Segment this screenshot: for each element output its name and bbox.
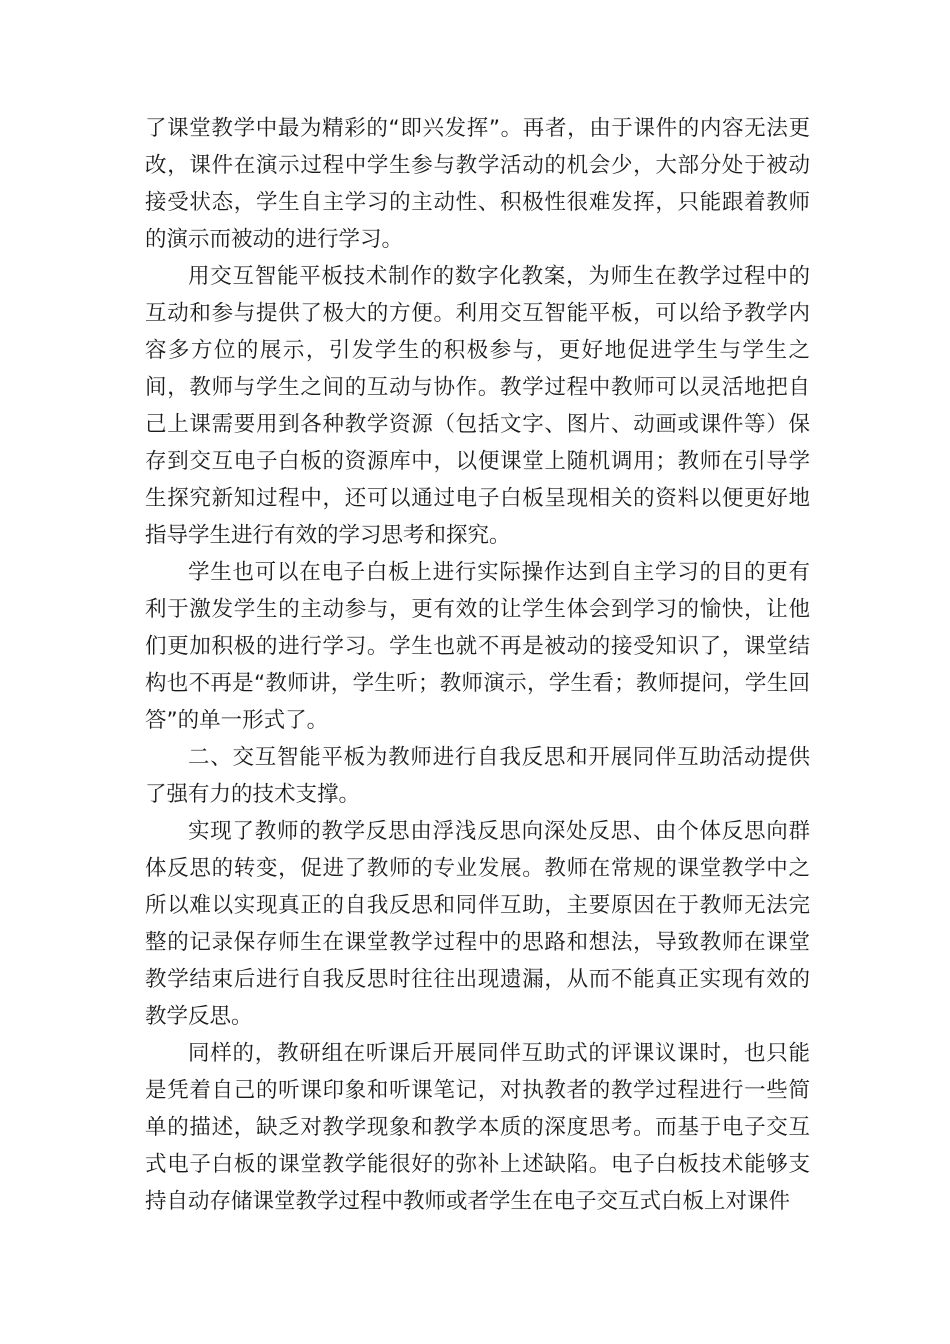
paragraph-5: 实现了教师的教学反思由浮浅反思向深处反思、由个体反思向群体反思的转变，促进了教师的专业发展。教师在常规的课堂教学中之所以难以实现真正的自我反思和同伴互助，主要原因在于教师无法完整的记录保存师生在课堂教学过程中的思路和想法，导致教师在课堂教学结束后进行自我反思时往往出现遗漏，从而不能真正实现有效的教学反思。 bbox=[145, 819, 810, 1029]
paragraph-2: 用交互智能平板技术制作的数字化教案，为师生在教学过程中的互动和参与提供了极大的方便。利用交互智能平板，可以给予教学内容多方位的展示，引发学生的积极参与，更好地促进学生与学生之间，教师与学生之间的互动与协作。教学过程中教师可以灵活地把自己上课需要用到各种教学资源（包括文字、图片、动画或课件等）保存到交互电子白板的资源库中，以便课堂上随机调用；教师在引导学生探究新知过程中，还可以通过电子白板呈现相关的资料以便更好地指导学生进行有效的学习思考和探究。 bbox=[145, 264, 810, 548]
paragraph-4: 二、交互智能平板为教师进行自我反思和开展同伴互助活动提供了强有力的技术支撑。 bbox=[145, 745, 810, 807]
body-text bbox=[145, 110, 810, 1220]
paragraph-3: 学生也可以在电子白板上进行实际操作达到自主学习的目的更有利于激发学生的主动参与，更有效的让学生体会到学习的愉快，让他们更加积极的进行学习。学生也就不再是被动的接受知识了，课堂结构也不再是“教师讲，学生听；教师演示，学生看；教师提问，学生回答”的单一形式了。 bbox=[145, 560, 810, 733]
paragraph-6: 同样的，教研组在听课后开展同伴互助式的评课议课时，也只能是凭着自己的听课印象和听课笔记，对执教者的教学过程进行一些简单的描述，缺乏对教学现象和教学本质的深度思考。而基于电子交互式电子白板的课堂教学能很好的弥补上述缺陷。电子白板技术能够支持自动存储课堂教学过程中教师或者学生在电子交互式白板上对课件 bbox=[145, 1041, 810, 1214]
paragraph-1: 了课堂教学中最为精彩的“即兴发挥”。再者，由于课件的内容无法更改，课件在演示过程中学生参与教学活动的机会少，大部分处于被动接受状态，学生自主学习的主动性、积极性很难发挥，只能跟着教师的演示而被动的进行学习。 bbox=[145, 116, 810, 252]
